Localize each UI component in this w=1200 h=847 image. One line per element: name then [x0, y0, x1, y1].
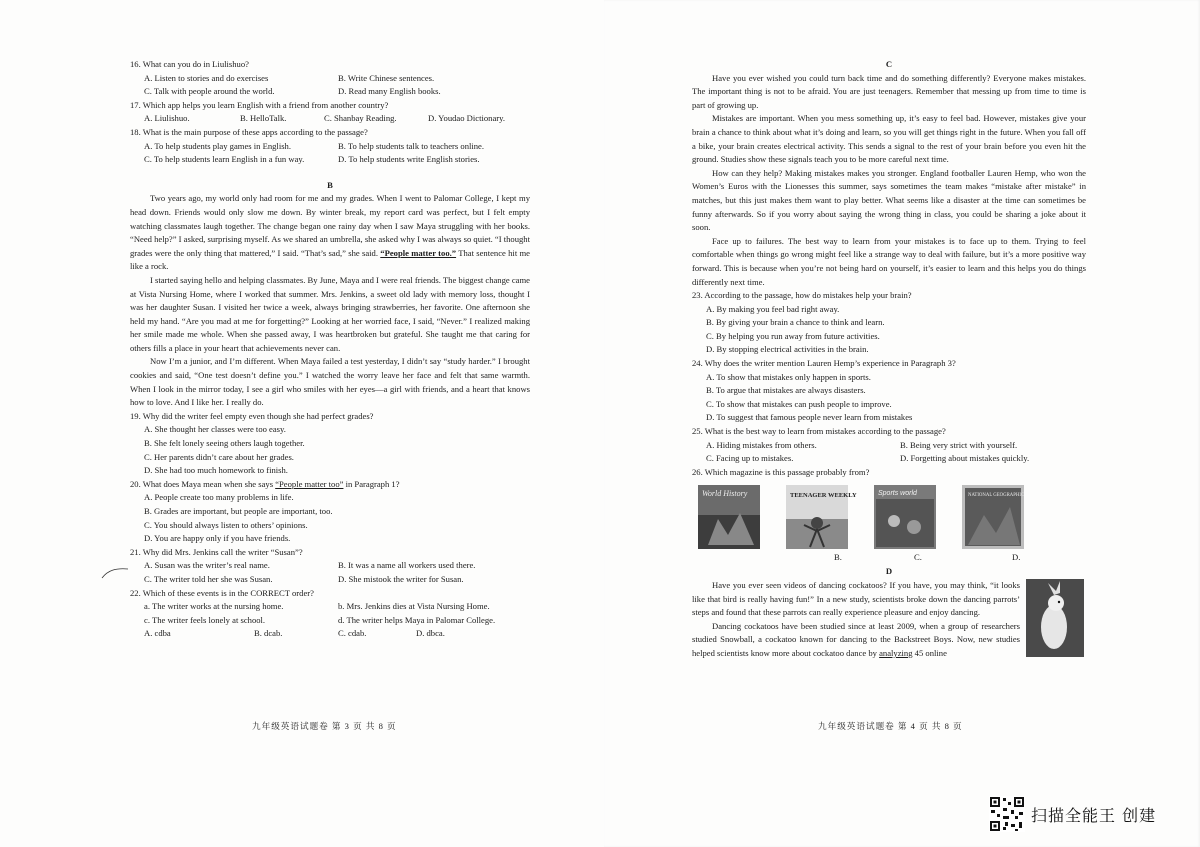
event-item: b. Mrs. Jenkins dies at Vista Nursing Home.	[338, 601, 490, 612]
question-26: 26. Which magazine is this passage probably from?	[692, 466, 870, 477]
page-footer: 九年级英语试题卷 第 3 页 共 8 页	[252, 721, 397, 731]
question-19: 19. Why did the writer feel empty even though she had perfect grades?	[130, 410, 374, 421]
option: C. By helping you run away from future activities.	[706, 330, 880, 341]
option: D. You are happy only if you have friends.	[144, 533, 291, 544]
option: D. To suggest that famous people never learn from mistakes	[706, 412, 913, 423]
option: A. Hiding mistakes from others.	[706, 439, 817, 450]
option: B. dcab.	[254, 628, 283, 639]
text: 20. What does Maya mean when she says	[130, 478, 276, 489]
option: A. People create too many problems in life.	[144, 492, 294, 503]
option: B. To help students talk to teachers online.	[338, 140, 485, 151]
passage-c-paragraph-1: Have you ever wished you could turn back time and do something differently? Everyone makes mistakes. The important thing is not to be afraid. You are just teenagers. Remember that messing up from time to time is part of growing up.	[692, 72, 1086, 110]
option: B. Write Chinese sentences.	[338, 72, 435, 83]
magazine-cover-national-geographic	[962, 485, 1024, 549]
passage-b-paragraph-3: Now I’m a junior, and I’m different. When Maya failed a test yesterday, I didn’t say “study harder.” I brought cookies and said, “One test doesn’t define you.” I watched the worry leave her face and felt that same warmth. When I look in the mirror today, I see a girl who smiles with her eyes—a girl with friends, and a heart that knows how to love. And I like her. I really do.	[130, 356, 530, 408]
event-item: a. The writer works at the nursing home.	[144, 601, 284, 612]
text: 45 online	[912, 647, 947, 658]
option: C. To show that mistakes can push people to improve.	[706, 398, 892, 409]
option: D. dbca.	[416, 628, 445, 639]
magazine-labels	[698, 551, 1086, 565]
underlined-quote: “People matter too”	[275, 478, 344, 489]
option: C. cdab.	[338, 628, 367, 639]
option: D. By stopping electrical activities in the brain.	[706, 344, 869, 355]
option: B. It was a name all workers used there.	[338, 560, 476, 571]
option: A. Listen to stories and do exercises	[144, 72, 269, 83]
question-22: 22. Which of these events is in the CORRECT order?	[130, 587, 314, 598]
option-label: C.	[914, 552, 922, 563]
option: A. Susan was the writer’s real name.	[144, 560, 270, 571]
option: C. Shanbay Reading.	[324, 113, 397, 124]
option: A. To help students play games in English.	[144, 140, 291, 151]
question-18: 18. What is the main purpose of these apps according to the passage?	[130, 126, 368, 137]
right-column	[692, 58, 1086, 661]
question-21: 21. Why did Mrs. Jenkins call the writer “Susan”?	[130, 546, 303, 557]
event-item: c. The writer feels lonely at school.	[144, 614, 266, 625]
left-column	[130, 58, 530, 641]
option: D. She mistook the writer for Susan.	[338, 573, 464, 584]
option: D. Read many English books.	[338, 86, 441, 97]
option: B. By giving your brain a chance to think and learn.	[706, 317, 885, 328]
option: C. Facing up to mistakes.	[706, 453, 794, 464]
option: B. Being very strict with yourself.	[900, 439, 1018, 450]
magazine-covers	[698, 485, 1086, 549]
option: A. Liulishuo.	[144, 113, 190, 124]
option: C. Talk with people around the world.	[144, 86, 275, 97]
text: Two years ago, my world only had room for me and my grades. When I went to Palomar College, I kept my head down. Friends would only slow me down. By winter break, my report card was perfect, but I felt empty watching classmates laugh together. The change began one rainy day when I saw Maya struggling with her books. “Need help?” I asked, surprising myself. As we shared an umbrella, she asked why I was always so quiet. “I thought grades were the only thing that mattered,” I said. “That’s sad,” she said.	[130, 193, 530, 258]
page-footer: 九年级英语试题卷 第 4 页 共 8 页	[818, 721, 963, 731]
passage-c-paragraph-3: How can they help? Making mistakes makes you stronger. England footballer Lauren Hemp, who won the Women’s Euros with the Lionesses this summer, says sometimes the team makes “mistake after mistake” in matches, but this just makes them want to play better. What seems like a disaster at the time can sometimes be funny afterwards. So if you worry about saying the wrong thing in class, you could be sharing a joke about it soon.	[692, 167, 1086, 233]
section-heading-d: D	[885, 566, 893, 577]
text: That sentence hit me like a rock.	[130, 247, 530, 272]
section-heading-c: C	[885, 59, 893, 69]
event-item: d. The writer helps Maya in Palomar College.	[338, 614, 496, 625]
option: C. To help students learn English in a fun way.	[144, 154, 305, 165]
cover-title: NATIONAL GEOGRAPHIC	[968, 493, 1025, 499]
passage-d	[692, 565, 1086, 660]
option: A. She thought her classes were too easy.	[144, 424, 286, 435]
option: B. To argue that mistakes are always disasters.	[706, 385, 866, 396]
option: D. Youdao Dictionary.	[428, 113, 506, 124]
magazine-cover-teenager-weekly	[786, 485, 857, 549]
option: D. She had too much homework to finish.	[144, 465, 288, 476]
qr-code-icon	[989, 796, 1025, 832]
option: A. To show that mistakes only happen in sports.	[706, 371, 871, 382]
magazine-cover-world-history	[698, 485, 760, 549]
cockatoo-photo	[1026, 579, 1084, 657]
option: D. Forgetting about mistakes quickly.	[900, 453, 1030, 464]
cover-title: Sports world	[878, 490, 917, 498]
passage-b-paragraph-2: I started saying hello and helping classmates. By June, Maya and I were real friends. The biggest change came at Vista Nursing Home, where I worked that summer. Mrs. Jenkins, a sweet old lady with memory loss, thought I was her daughter Susan. I visited her twice a week, always bringing strawberries, her favorite. One afternoon she held my hand. “Are you mad at me for forgetting?” Looking at her worried face, I said, “Never.” I realized making her smile made me whole. When she passed away, I was heartbroken but grateful. She taught me that caring for others fills a place in your heart that achievements never can.	[130, 274, 530, 353]
watermark-text: 扫描全能王 创建	[1031, 805, 1157, 825]
passage-c-paragraph-2: Mistakes are important. When you mess something up, it’s easy to feel bad. However, mistakes give your brain a chance to think about what it’s doing and learn, so you will get things right in the future. When you fall off a bike, your brain creates electrical activity. This sends a signal to the rest of your brain before you even hit the ground. Studies show these signals teach you to be more careful next time.	[692, 113, 1086, 165]
cover-title: TEENAGER WEEKLY	[790, 492, 857, 500]
passage-c-paragraph-4: Face up to failures. The best way to learn from your mistakes is to face up to them. Trying to feel comfortable when things go wrong might feel like a strange way to deal with failure, but it’s a more positive way forward. This is because when you’re not being hard on yourself, it’s easier to learn and this helps you do things differently next time.	[692, 235, 1086, 287]
option: B. She felt lonely seeing others laugh together.	[144, 438, 305, 449]
passage-d-paragraph-1: Have you ever seen videos of dancing cockatoos? If you have, you may think, “it looks like that bird is really having fun!” In a new study, scientists broke down the dancing parrots’ steps and found that these parrots can really experience pleasure and enjoy dancing.	[692, 580, 1020, 618]
question-23: 23. According to the passage, how do mistakes help your brain?	[692, 290, 912, 301]
text	[692, 620, 1020, 661]
option: D. To help students write English stories.	[338, 154, 480, 165]
question-17: 17. Which app helps you learn English with a friend from another country?	[130, 99, 389, 110]
underlined-word: analyzing	[879, 647, 913, 658]
option: B. HelloTalk.	[240, 113, 287, 124]
underlined-quote: “People matter too.”	[380, 247, 457, 258]
option: A. cdba	[144, 628, 171, 639]
question-24: 24. Why does the writer mention Lauren Hemp’s experience in Paragraph 3?	[692, 358, 956, 369]
option: C. Her parents didn’t care about her grades.	[144, 451, 294, 462]
question-25: 25. What is the best way to learn from mistakes according to the passage?	[692, 426, 946, 437]
text: in Paragraph 1?	[343, 478, 400, 489]
option-label: B.	[834, 552, 842, 563]
question-20	[130, 478, 530, 492]
option: B. Grades are important, but people are important, too.	[144, 506, 333, 516]
section-heading-b: B	[327, 179, 333, 190]
passage-b-paragraph-1	[130, 192, 530, 274]
text: Dancing cockatoos have been studied since at least 2009, when a group of researchers studied Snowball, a cockatoo known for dancing to the Backstreet Boys. Now, new studies helped scientists know more about cockatoo dance by	[692, 620, 1020, 658]
question-16: 16. What can you do in Liulishuo?	[130, 59, 249, 69]
option: C. You should always listen to others’ opinions.	[144, 519, 308, 530]
option-label: D.	[1012, 552, 1021, 563]
magazine-cover-sports-world	[874, 485, 936, 549]
cover-title: World History	[702, 489, 748, 499]
scanner-watermark	[989, 796, 1156, 832]
option: C. The writer told her she was Susan.	[144, 573, 273, 584]
option: A. By making you feel bad right away.	[706, 303, 840, 314]
pen-mark-icon	[100, 566, 130, 580]
